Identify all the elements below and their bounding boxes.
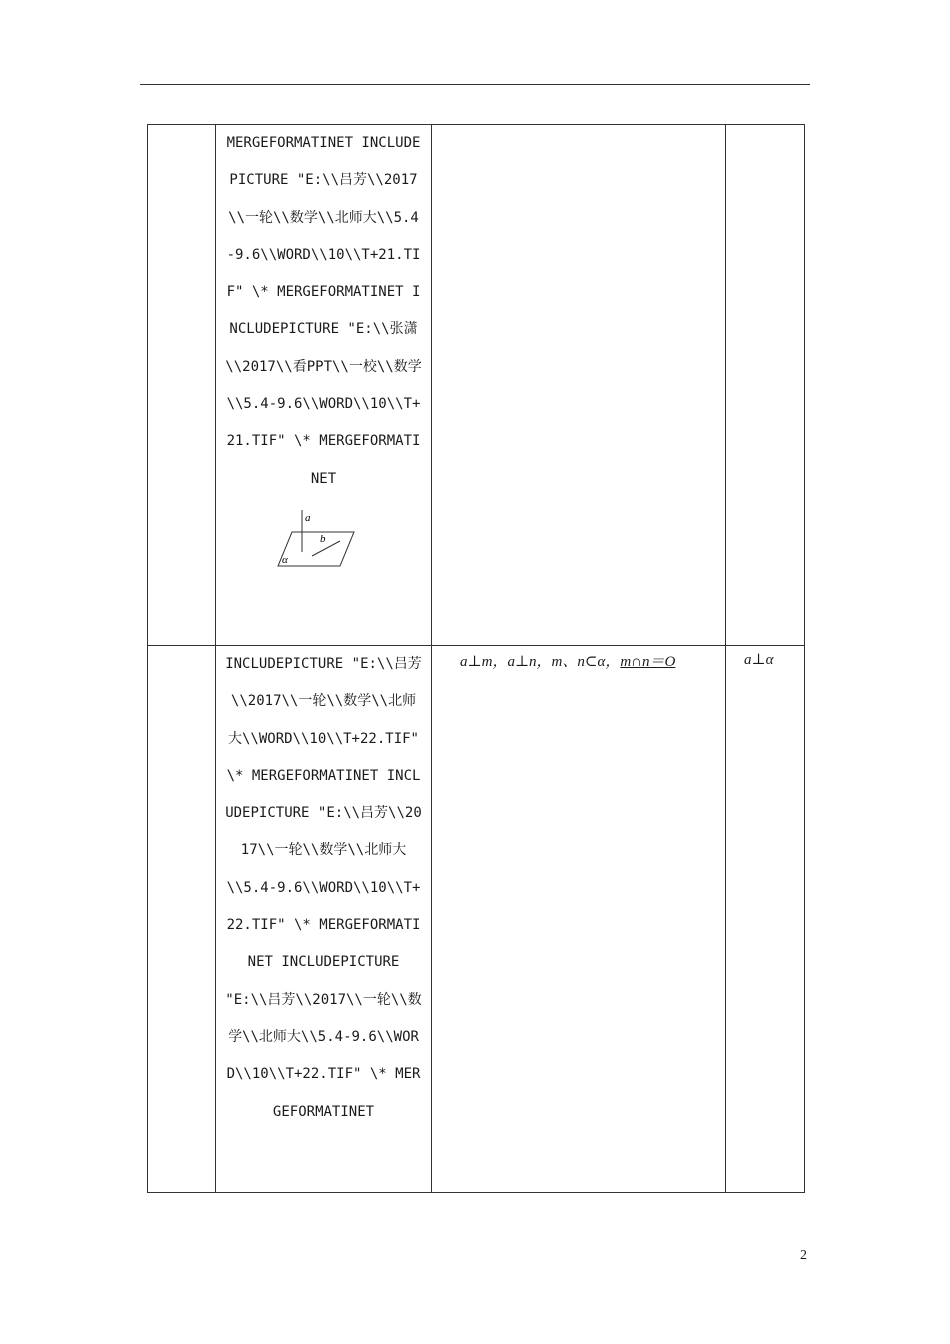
condition-underlined: m∩n＝O (620, 654, 676, 670)
conclusion-cell (726, 125, 805, 646)
figure-cell (216, 646, 432, 1193)
label-a: a (305, 511, 311, 524)
conclusion-text: a⊥α (744, 652, 774, 668)
theorem-table (147, 124, 805, 1193)
condition-prefix: a⊥m，a⊥n，m、n⊂α， (460, 654, 621, 670)
label-b: b (320, 532, 326, 545)
line-plane-figure (274, 508, 364, 578)
line-b (312, 541, 340, 556)
label-alpha: α (282, 553, 288, 566)
field-code-text: MERGEFORMATINET INCLUDEPICTURE "E:\\吕芳\\2017\\一轮\\数学\\北师大\\5.4-9.6\\WORD\\10\\T+21.TIF" \* MERGEFORMATINET INCLUDEPICTURE "E:\\张潇\\2017\\看PPT\\一校\\数学\\5.4-9.6\\WORD\\10\\T+21.TIF" \* MERGEFORMATINET (225, 135, 422, 487)
condition-cell (432, 646, 726, 1193)
condition-cell (432, 125, 726, 646)
table-row (148, 646, 805, 1193)
table-row (148, 125, 805, 646)
conclusion-cell (726, 646, 805, 1193)
page-number: 2 (800, 1248, 807, 1263)
empty-cell (148, 646, 216, 1193)
empty-cell (148, 125, 216, 646)
condition-text (432, 646, 725, 671)
figure-cell (216, 125, 432, 646)
header-rule (140, 84, 810, 85)
field-code-text: INCLUDEPICTURE "E:\\吕芳\\2017\\一轮\\数学\\北师大\\WORD\\10\\T+22.TIF" \* MERGEFORMATINET INCLUDEPICTURE "E:\\吕芳\\2017\\一轮\\数学\\北师大\\5.4-9.6\\WORD\\10\\T+22.TIF" \* MERGEFORMATINET INCLUDEPICTURE "E:\\吕芳\\2017\\一轮\\数学\\北师大\\5.4-9.6\\WORD\\10\\T+22.TIF" \* MERGEFORMATINET (225, 656, 422, 1120)
plane-alpha (278, 532, 354, 566)
